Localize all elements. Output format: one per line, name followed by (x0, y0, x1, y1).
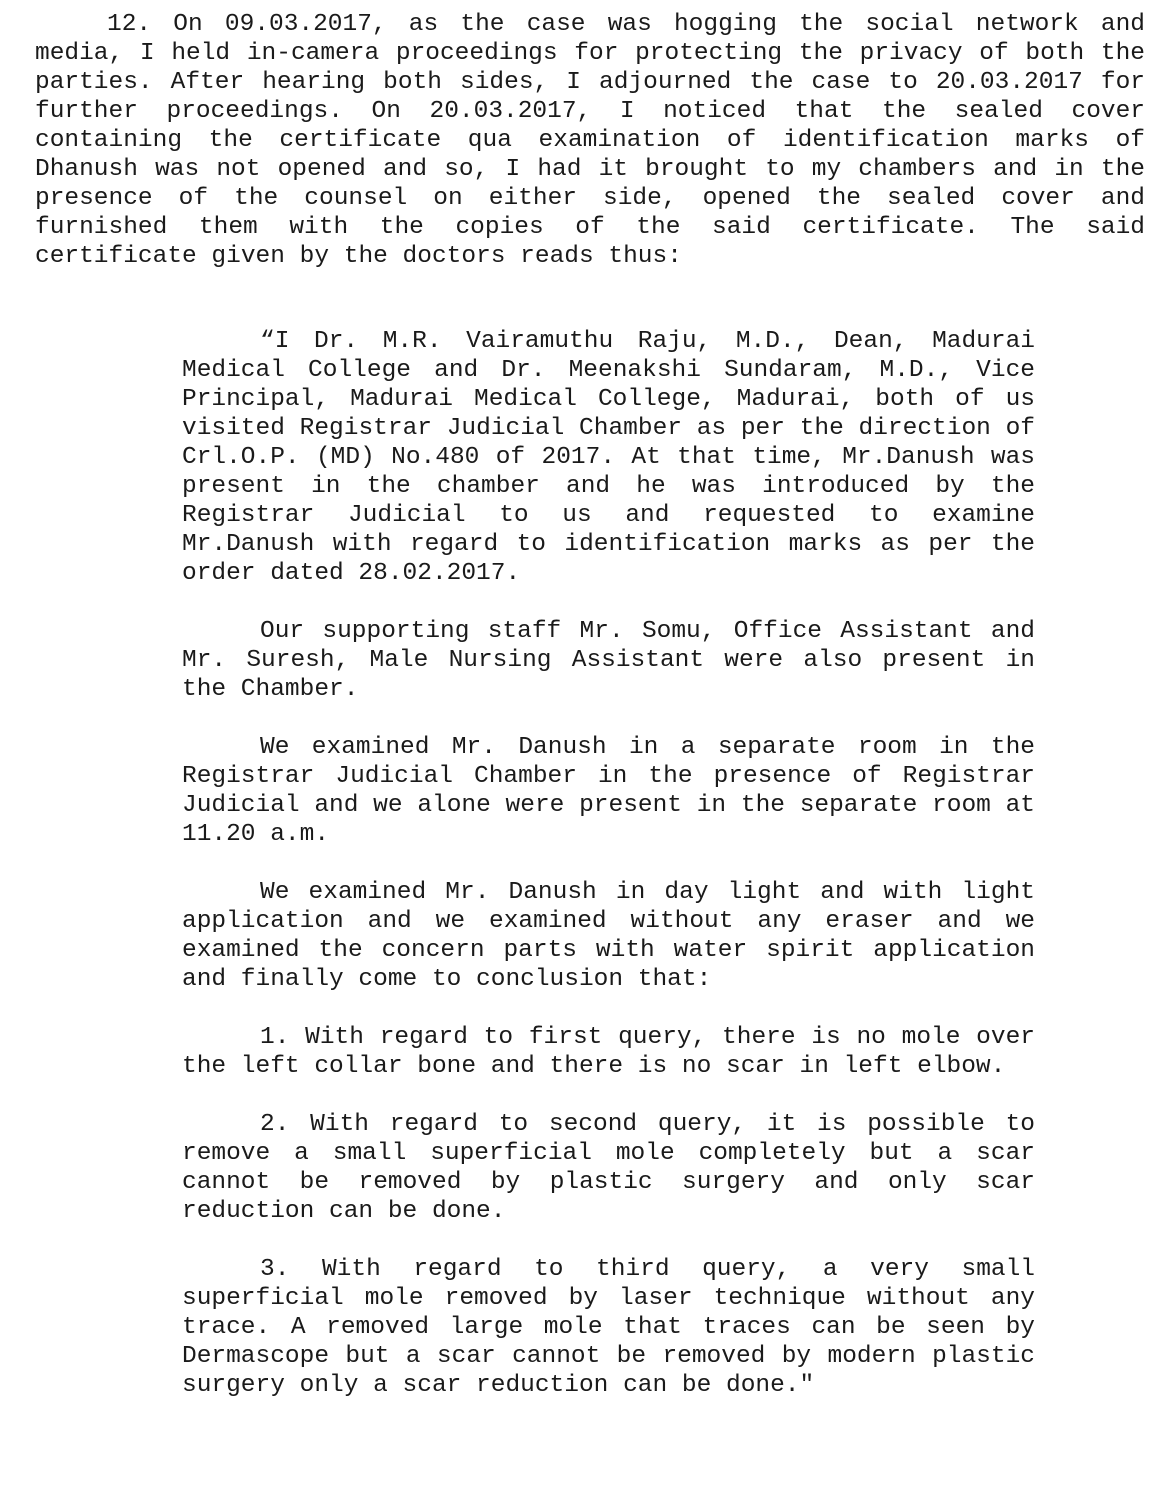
quote-paragraph-4: We examined Mr. Danush in day light and with light application and we examined without any eraser and we examined the concern parts with water spirit application and finally come to conclusion that: (182, 879, 1035, 993)
certificate-quote (182, 327, 1035, 1400)
quote-paragraph-1: “I Dr. M.R. Vairamuthu Raju, M.D., Dean, Madurai Medical College and Dr. Meenakshi Sundaram, M.D., Vice Principal, Madurai Medical College, Madurai, both of us visited Registrar Judicial Chamber as per the direction of Crl.O.P. (MD) No.480 of 2017. At that time, Mr.Danush was present in the chamber and he was introduced by the Registrar Judicial to us and requested to examine Mr.Danush with regard to identification marks as per the order dated 28.02.2017. (182, 328, 1035, 587)
quote-paragraph-3: We examined Mr. Danush in a separate room in the Registrar Judicial Chamber in the presence of Registrar Judicial and we alone were present in the separate room at 11.20 a.m. (182, 734, 1035, 848)
quote-paragraph-2: Our supporting staff Mr. Somu, Office Assistant and Mr. Suresh, Male Nursing Assistant were also present in the Chamber. (182, 618, 1035, 703)
quote-finding-1: 1. With regard to first query, there is no mole over the left collar bone and there is no scar in left elbow. (182, 1024, 1035, 1080)
quote-finding-2: 2. With regard to second query, it is possible to remove a small superficial mole completely but a scar cannot be removed by plastic surgery and only scar reduction can be done. (182, 1111, 1035, 1225)
quote-finding-3: 3. With regard to third query, a very small superficial mole removed by laser technique without any trace. A removed large mole that traces can be seen by Dermascope but a scar cannot be removed by modern plastic surgery only a scar reduction can be done." (182, 1256, 1035, 1399)
main-paragraph: 12. On 09.03.2017, as the case was hogging the social network and media, I held in-camera proceedings for protecting the privacy of both the parties. After hearing both sides, I adjourned the case to 20.03.2017 for further proceedings. On 20.03.2017, I noticed that the sealed cover containing the certificate qua examination of identification marks of Dhanush was not opened and so, I had it brought to my chambers and in the presence of the counsel on either side, opened the sealed cover and furnished them with the copies of the said certificate. The said certificate given by the doctors reads thus: (35, 11, 1145, 270)
